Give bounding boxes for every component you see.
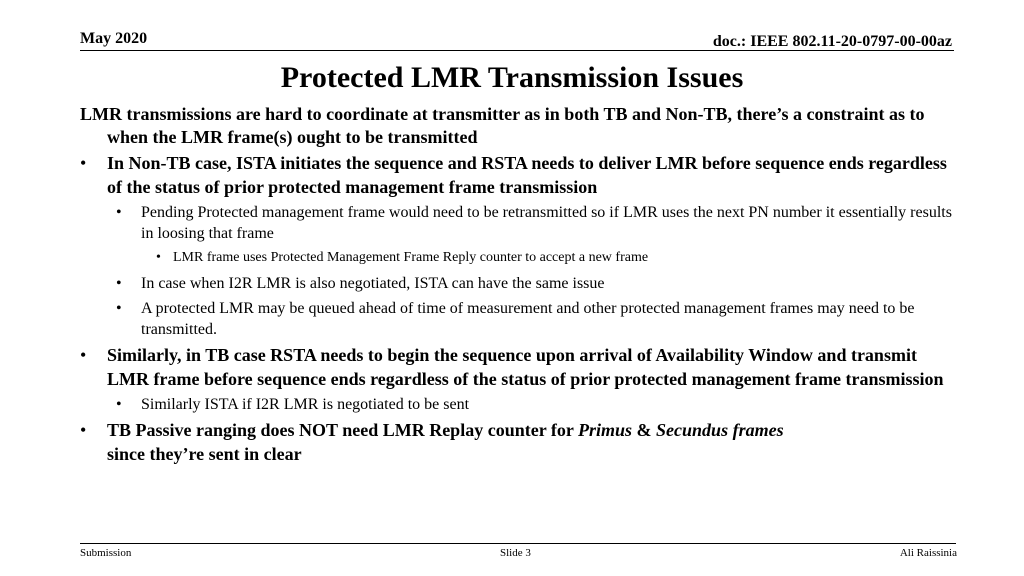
bullet-nontb-sub3 bbox=[80, 298, 960, 340]
bullet-nontb-sub1 bbox=[80, 202, 960, 244]
bullet-passive bbox=[80, 419, 960, 466]
header-divider bbox=[80, 50, 954, 51]
slide-title: Protected LMR Transmission Issues bbox=[280, 61, 744, 94]
header-date: May 2020 bbox=[80, 30, 148, 47]
bullet-tb bbox=[80, 344, 960, 391]
bullet-passive-suffix: since they’re sent in clear bbox=[107, 443, 302, 464]
bullet-nontb-sub1-sub-text: LMR frame uses Protected Management Frame Reply counter to accept a new frame bbox=[173, 250, 649, 265]
bullet-icon: • bbox=[116, 396, 122, 413]
bullet-nontb-sub2-text: In case when I2R LMR is also negotiated, ISTA can have the same issue bbox=[141, 275, 605, 292]
bullet-icon: • bbox=[80, 420, 87, 440]
bullet-icon: • bbox=[156, 250, 161, 265]
header-doc-id: doc.: IEEE 802.11-20-0797-00-00az bbox=[712, 33, 952, 50]
bullet-passive-secundus: Secundus frames bbox=[656, 420, 784, 440]
footer-submission: Submission bbox=[80, 547, 132, 559]
bullet-icon: • bbox=[116, 300, 122, 317]
bullet-passive-prefix: TB Passive ranging does NOT need LMR Replay counter for bbox=[107, 420, 579, 440]
bullet-icon: • bbox=[80, 345, 87, 365]
bullet-nontb-sub3-text: A protected LMR may be queued ahead of time of measurement and other protected management frames may need to be transmitted. bbox=[141, 300, 915, 338]
bullet-tb-sub1 bbox=[80, 394, 960, 415]
bullet-nontb-sub1-text: Pending Protected management frame would need to be retransmitted so if LMR uses the next PN number it essentially results in loosing that frame bbox=[141, 204, 952, 242]
bullet-tb-text: Similarly, in TB case RSTA needs to begin the sequence upon arrival of Availability Window and transmit LMR frame before sequence ends regardless of the status of prior protected management frame transmission bbox=[107, 345, 944, 389]
bullet-icon: • bbox=[116, 275, 122, 292]
bullet-nontb-sub2 bbox=[80, 273, 960, 294]
bullet-tb-sub1-text: Similarly ISTA if I2R LMR is negotiated to be sent bbox=[141, 396, 470, 413]
bullet-nontb bbox=[80, 152, 960, 199]
footer-slide-number: Slide 3 bbox=[500, 547, 531, 559]
footer-divider bbox=[80, 543, 956, 544]
bullet-icon: • bbox=[116, 204, 122, 221]
bullet-nontb-sub1-sub bbox=[80, 248, 960, 268]
bullet-icon: • bbox=[80, 153, 87, 173]
bullet-nontb-text: In Non-TB case, ISTA initiates the sequence and RSTA needs to deliver LMR before sequence ends regardless of the status of prior protected management frame transmission bbox=[107, 153, 947, 197]
bullet-passive-primus: Primus bbox=[578, 420, 633, 440]
footer-author: Ali Raissinia bbox=[899, 547, 957, 559]
intro-paragraph: LMR transmissions are hard to coordinate at transmitter as in both TB and Non-TB, there’s a constraint as to when the LMR frame(s) ought to be transmitted bbox=[80, 104, 925, 147]
slide-body bbox=[80, 103, 960, 469]
bullet-passive-amp: & bbox=[632, 420, 657, 440]
